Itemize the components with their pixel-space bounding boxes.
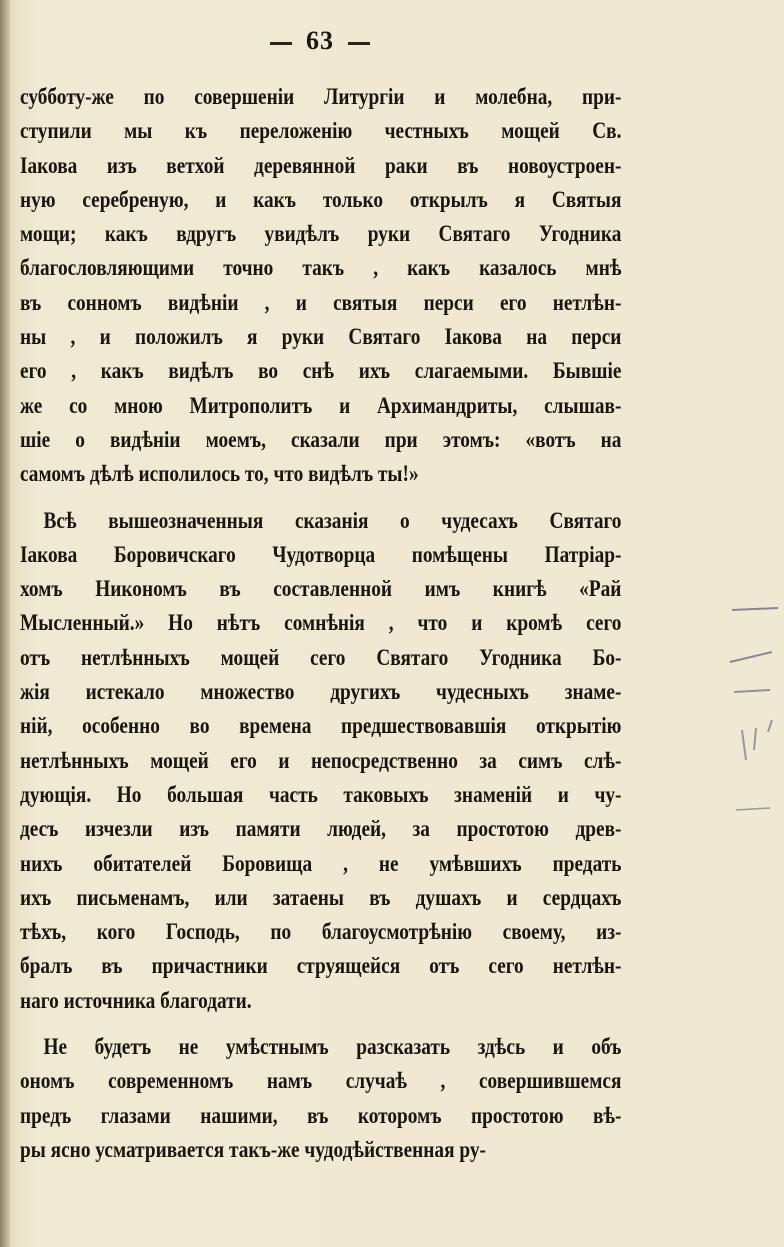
text-line: ній, особенно во времена предшествовавшія открытію <box>20 713 622 739</box>
text-line: нихъ обитателей Боровища , не умѣвшихъ предать <box>20 850 622 876</box>
body-text <box>20 80 622 1167</box>
text-line: хомъ Никономъ въ составленной имъ книгѣ «Рай <box>20 576 622 602</box>
header-dash-left <box>270 42 292 45</box>
text-line: шіе о видѣніи моемъ, сказали при этомъ: «вотъ на <box>20 426 622 452</box>
text-line: ономъ современномъ намъ случаѣ , совершившемся <box>20 1068 622 1094</box>
text-line: въ сонномъ видѣніи , и святыя перси его нетлѣн- <box>20 289 622 315</box>
text-line: ступили мы къ переложенію честныхъ мощей Св. <box>20 118 622 144</box>
page-number: 63 <box>306 26 334 55</box>
pencil-stroke <box>730 652 772 662</box>
spine-shadow <box>0 0 10 1247</box>
text-line: Іакова изъ ветхой деревянной раки въ новоустроен- <box>20 152 622 178</box>
text-line: ную серебреную, и какъ только открылъ я Святыя <box>20 186 622 212</box>
text-line: наго источника благодати. <box>20 987 252 1013</box>
text-line: отъ нетлѣнныхъ мощей сего Святаго Угодника Бо- <box>20 644 622 670</box>
text-line: благословляющими точно такъ , какъ казалось мнѣ <box>20 255 622 281</box>
text-line: его , какъ видѣлъ во снѣ ихъ слагаемыми. Бывшіе <box>20 358 622 384</box>
pencil-stroke <box>742 720 772 760</box>
pencil-stroke <box>734 690 770 692</box>
text-line: Мысленный.» Но нѣтъ сомнѣнія , что и кромѣ сего <box>20 610 622 636</box>
text-line: Всѣ вышеозначенныя сказанія о чудесахъ Святаго <box>43 507 622 533</box>
text-line: Іакова Боровичскаго Чудотворца помѣщены Патріар- <box>20 541 622 567</box>
page-header <box>0 26 640 56</box>
text-line: самомъ дѣлѣ исполилось то, что видѣлъ ты!» <box>20 461 419 487</box>
text-line: Не будетъ не умѣстнымъ разсказать здѣсь и объ <box>43 1034 622 1060</box>
text-line: ры ясно усматривается такъ-же чудодѣйственная ру- <box>20 1136 486 1162</box>
text-line: ихъ письменамъ, или затаены въ душахъ и сердцахъ <box>20 884 622 910</box>
text-line: бралъ въ причастники струящейся отъ сего нетлѣн- <box>20 953 622 979</box>
text-line: дующія. Но большая часть таковыхъ знаменій и чу- <box>20 781 622 807</box>
text-line: десъ изчезли изъ памяти людей, за простотою древ- <box>20 816 622 842</box>
header-dash-right <box>348 42 370 45</box>
pencil-stroke <box>736 808 770 810</box>
text-line: жія истекало множество другихъ чудесныхъ знаме- <box>20 679 622 705</box>
paragraph-gap <box>20 492 526 504</box>
paragraph-gap <box>20 1018 526 1030</box>
text-line: предъ глазами нашими, въ которомъ простотою вѣ- <box>20 1102 622 1128</box>
text-line: же со мною Митрополитъ и Архимандриты, слышав- <box>20 392 622 418</box>
margin-pencil-marks <box>720 600 780 820</box>
text-line: ны , и положилъ я руки Святаго Іакова на перси <box>20 324 622 350</box>
text-line: мощи; какъ вдругъ увидѣлъ руки Святаго Угодника <box>20 221 622 247</box>
text-line: тѣхъ, кого Господь, по благоусмотрѣнію своему, из- <box>20 919 622 945</box>
text-line: нетлѣнныхъ мощей его и непосредственно за симъ слѣ- <box>20 747 622 773</box>
pencil-stroke <box>732 608 778 610</box>
text-line: субботу-же по совершеніи Литургіи и молебна, при- <box>20 84 622 109</box>
